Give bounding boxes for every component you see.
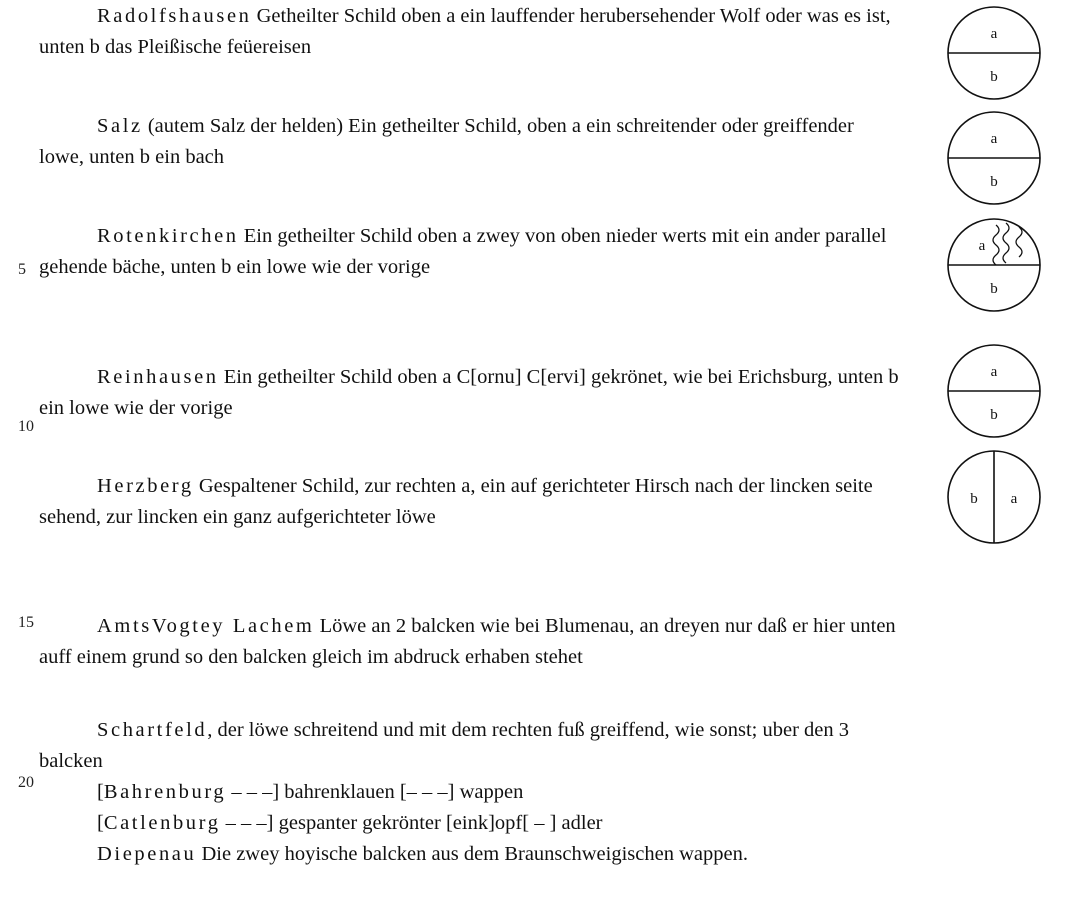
shield-diagram-rotenkirchen: [946, 217, 1042, 313]
field-label-b: b: [990, 281, 998, 297]
place-name: Salz: [97, 115, 143, 137]
shield-diagram-reinhausen: [946, 343, 1042, 439]
field-label-b: b: [990, 69, 998, 85]
field-label-a: a: [990, 364, 998, 380]
entry-diepenau: [39, 839, 901, 870]
field-label-b: b: [990, 174, 998, 190]
entry-text: , der löwe schreitend und mit dem rechten fuß greiffend, wie sonst; uber den 3 balcken: [39, 719, 850, 772]
entry-rotenkirchen: [39, 221, 901, 283]
entry-text: Gespaltener Schild, zur rechten a, ein auf gerichteter Hirsch nach der lincken seite sehend, zur lincken ein ganz aufgerichteter löwe: [39, 475, 873, 528]
entry-bahrenburg: [Bahrenburg – – –] bahrenklauen [– – –] wappen: [97, 781, 524, 803]
line-number: 5: [18, 261, 26, 278]
shield-diagram-herzberg: [946, 449, 1042, 545]
field-label-a: a: [990, 131, 998, 147]
place-name: Catlenburg: [103, 812, 221, 834]
field-label-a: a: [990, 26, 998, 42]
entry-text: – – –] gespanter gekrönter [eink]opf[ – ] adler: [220, 812, 603, 834]
line-number: 15: [18, 614, 34, 631]
shield-diagram-salz: [946, 110, 1042, 206]
entry-radolfshausen: [39, 1, 901, 63]
field-label-b: b: [990, 407, 998, 423]
entry-text: – – –] bahrenklauen [– – –] wappen: [226, 781, 524, 803]
entry-text: Ein getheilter Schild oben a C[ornu] C[ervi] gekrönet, wie bei Erichsburg, unten b ein lowe wie der vorige: [39, 366, 899, 419]
entry-lachem: [39, 611, 901, 673]
place-name: Rotenkirchen: [97, 225, 239, 247]
entry-text: Ein getheilter Schild oben a zwey von oben nieder werts mit ein ander parallel gehende bäche, unten b ein lowe wie der vorige: [39, 225, 887, 278]
place-name: AmtsVogtey Lachem: [97, 615, 315, 637]
place-name: Herzberg: [97, 475, 194, 497]
entry-text: Löwe an 2 balcken wie bei Blumenau, an dreyen nur daß er hier unten auff einem grund so den balcken gleich im abdruck erhaben stehet: [39, 615, 896, 668]
entry-herzberg: [39, 471, 901, 533]
shield-diagram-radolfshausen: [946, 5, 1042, 101]
entry-catlenburg: [Catlenburg – – –] gespanter gekrönter [eink]opf[ – ] adler: [97, 812, 603, 834]
stream-wave-icon: [993, 225, 999, 265]
entry-text: Die zwey hoyische balcken aus dem Braunschweigischen wappen.: [196, 843, 748, 865]
field-label-a: a: [978, 238, 986, 254]
entry-text: Getheilter Schild oben a ein lauffender herubersehender Wolf oder was es ist, unten b das Pleißische feüereisen: [39, 5, 891, 58]
place-name: Bahrenburg: [103, 781, 227, 803]
stream-wave-icon: [1003, 223, 1009, 263]
field-label-b: b: [970, 491, 978, 507]
field-label-a: a: [1010, 491, 1018, 507]
entry-salz: [39, 111, 901, 173]
place-name: Radolfshausen: [97, 5, 252, 27]
place-name: Reinhausen: [97, 366, 219, 388]
place-name: Diepenau: [97, 843, 197, 865]
entry-text: (autem Salz der helden) Ein getheilter Schild, oben a ein schreitender oder greiffender lowe, unten b ein bach: [39, 115, 854, 168]
line-number: 20: [18, 774, 34, 791]
entry-schartfeld: [39, 715, 901, 777]
line-number: 10: [18, 418, 34, 435]
entry-reinhausen: [39, 362, 901, 424]
place-name: Schartfeld: [97, 719, 208, 741]
stream-wave-icon: [1016, 227, 1022, 257]
